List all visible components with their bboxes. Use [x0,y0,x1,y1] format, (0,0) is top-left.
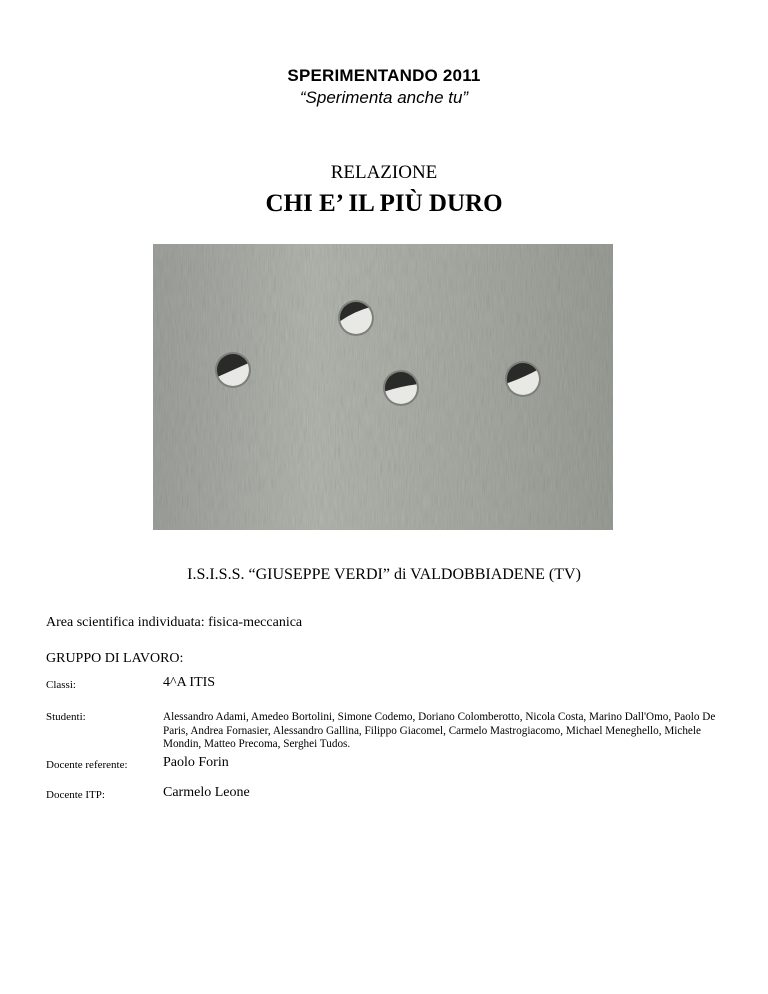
document-title: CHI E’ IL PIÙ DURO [265,190,503,217]
concrete-wall-photo [153,244,613,530]
classes-value: 4^A ITIS [163,675,216,690]
itp-teacher-name: Carmelo Leone [163,785,250,800]
event-subtitle: “Sperimenta anche tu” [299,88,469,107]
event-title: SPERIMENTANDO 2011 [287,66,481,85]
itp-teacher-label: Docente ITP: [46,789,105,801]
students-label: Studenti: [46,711,86,723]
work-group-heading: GRUPPO DI LAVORO: [46,651,184,666]
lead-teacher-label: Docente referente: [46,759,128,771]
document-type: RELAZIONE [330,162,438,183]
school-name: I.S.I.S.S. “GIUSEPPE VERDI” di VALDOBBIADENE (TV) [187,566,581,583]
students-list: Alessandro Adami, Amedeo Bortolini, Simone Codemo, Doriano Colomberotto, Nicola Costa, Marino Dall'Omo, Paolo De Paris, Andrea Fornasier, Alessandro Gallina, Filippo Giacomel, Carmelo Mastrogiacomo, Michael Meneghello, Michele Mondin, Matteo Precoma, Serghei Tudos. [163,711,716,750]
lead-teacher-name: Paolo Forin [163,755,229,770]
scientific-area: Area scientifica individuata: fisica-meccanica [46,615,303,630]
classes-label: Classi: [46,679,76,691]
